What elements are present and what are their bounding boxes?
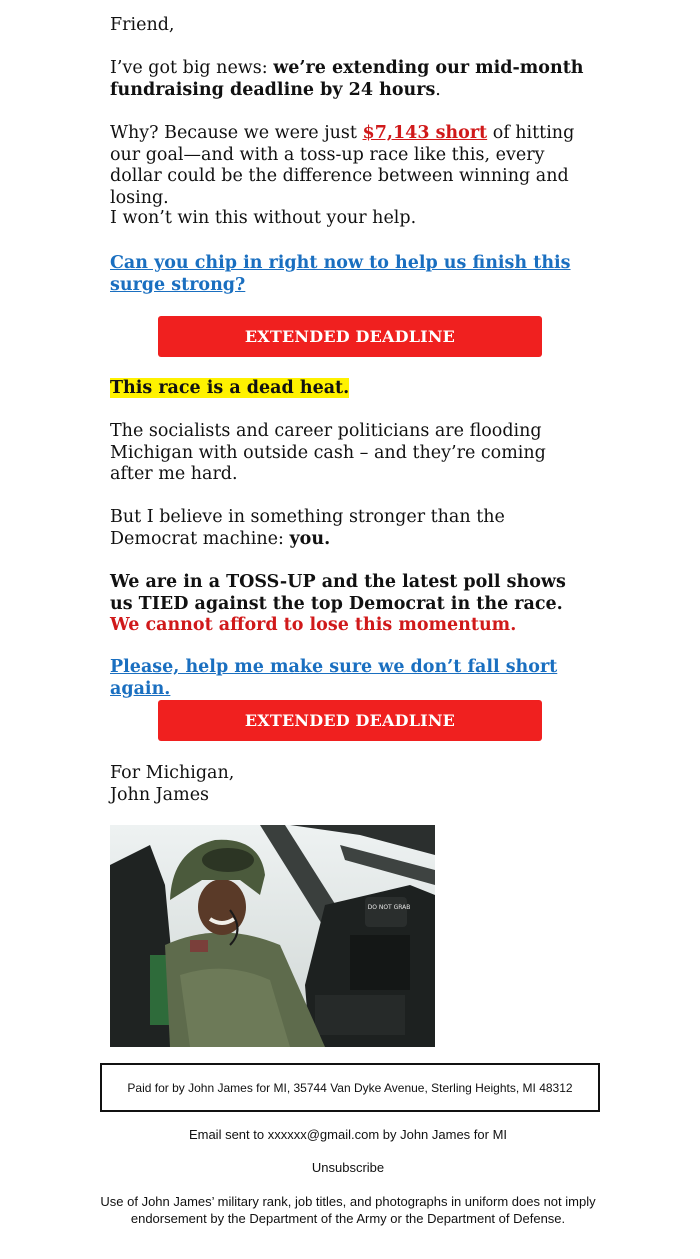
paragraph-tossup — [110, 572, 590, 637]
chip-in-link[interactable]: Can you chip in right now to help us finish this surge strong? — [110, 253, 571, 295]
paragraph-help: I won’t win this without your help. — [110, 208, 417, 228]
unsubscribe-link[interactable]: Unsubscribe — [311, 1160, 385, 1175]
unsubscribe-link-wrap — [100, 1160, 596, 1177]
email-sent-text: Email sent to xxxxxx@gmail.com by John James for MI — [188, 1127, 508, 1142]
fall-short-link-wrap — [110, 657, 590, 700]
paid-for-box — [100, 1063, 600, 1112]
do-not-grab-sign: DO NOT GRAB — [367, 904, 411, 911]
believe-text: But I believe in something stronger than the Democrat machine: — [110, 507, 505, 549]
paragraph-believe — [110, 507, 590, 550]
dead-heat-highlight: This race is a dead heat. — [110, 378, 350, 398]
signoff — [110, 763, 590, 806]
shortfall-link[interactable]: $7,143 short — [362, 123, 488, 143]
dead-heat-wrap — [110, 378, 590, 400]
signoff-line1: For Michigan, — [110, 763, 235, 783]
fall-short-link[interactable]: Please, help me make sure we don’t fall short again. — [110, 657, 558, 699]
news-intro: I’ve got big news: — [110, 58, 274, 78]
greeting: Friend, — [110, 15, 175, 35]
momentum-red: We cannot afford to lose this momentum. — [110, 615, 517, 635]
signoff-name: John James — [110, 784, 210, 805]
paragraph-socialists: The socialists and career politicians are flooding Michigan with outside cash – and they’re coming after me hard. — [110, 421, 546, 484]
pilot-photo — [110, 825, 435, 1047]
news-period: . — [435, 79, 441, 100]
why-rest: of hitting our goal—and with a toss-up race like this, every dollar could be the difference between winning and losing. — [110, 123, 575, 208]
news-bold: we’re extending our mid-month fundraising deadline by 24 hours — [110, 58, 584, 100]
extended-deadline-button-2[interactable]: EXTENDED DEADLINE — [158, 700, 542, 741]
extended-deadline-button-1[interactable]: EXTENDED DEADLINE — [158, 316, 542, 357]
tossup-bold: We are in a TOSS-UP and the latest poll shows us TIED against the top Democrat in the race. — [110, 572, 566, 614]
paragraph-news — [110, 58, 590, 101]
paid-for-text: Paid for by John James for MI, 35744 Van Dyke Avenue, Sterling Heights, MI 48312 — [127, 1080, 573, 1095]
military-disclaimer: Use of John James’ military rank, job titles, and photographs in uniform does not imply endorsement by the Department of the Army or the Department of Defense. — [100, 1194, 596, 1226]
why-intro: Why? Because we were just — [110, 123, 363, 143]
believe-you: you. — [289, 528, 331, 549]
paragraph-why — [110, 123, 590, 209]
chip-in-link-wrap — [110, 253, 590, 296]
